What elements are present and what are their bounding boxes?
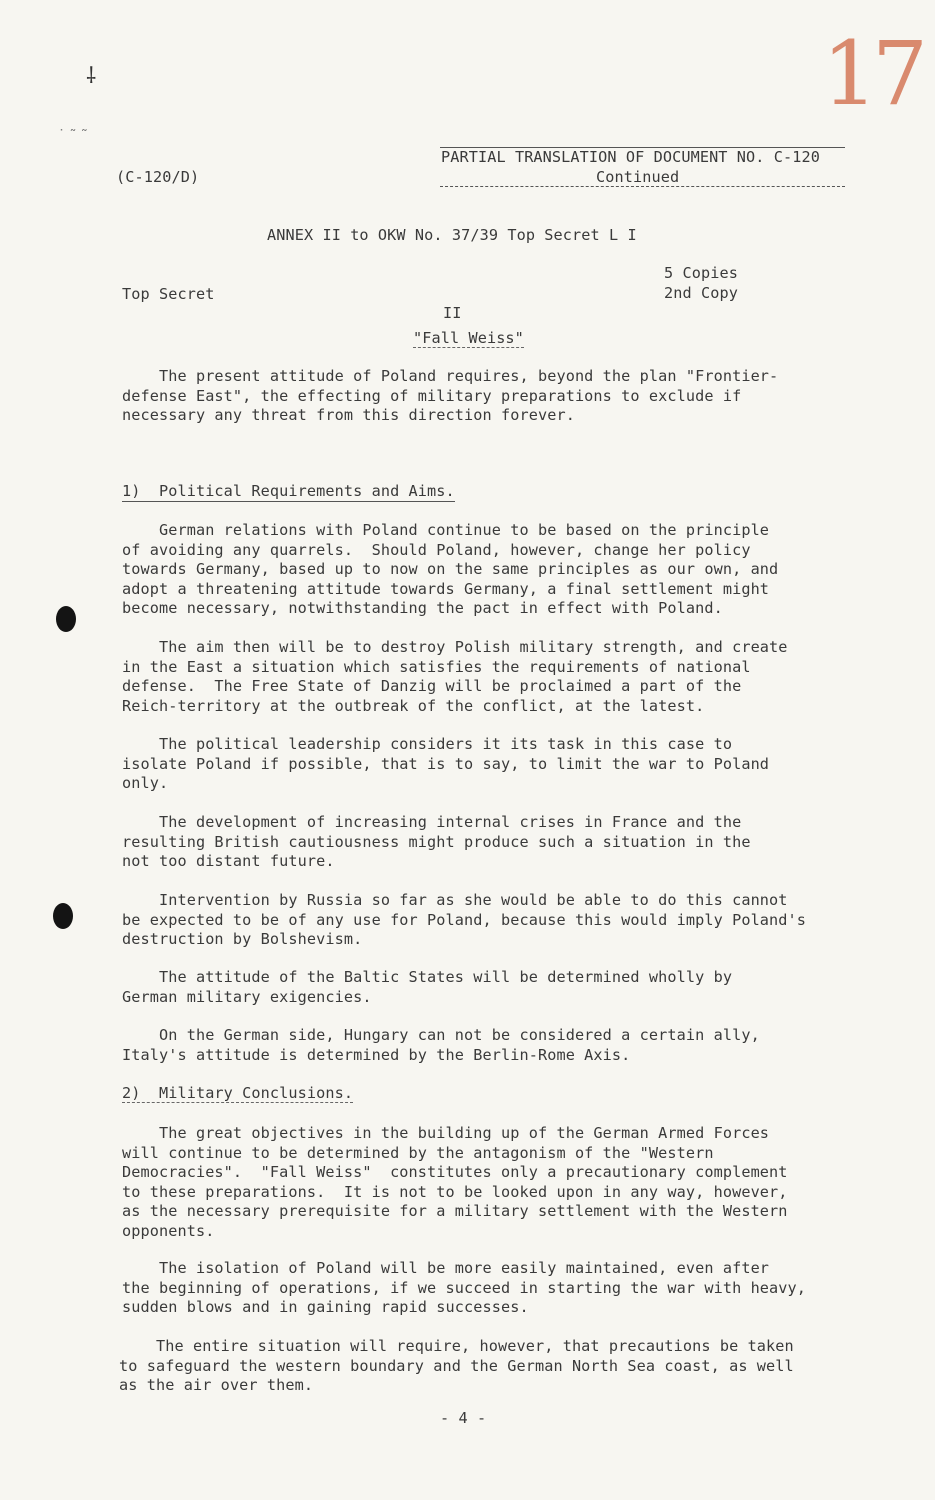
margin-mark-small: ˙ ˜ ˜ (58, 128, 88, 144)
paragraph-line: in the East a situation which satisfies the requirements of national (122, 657, 751, 676)
binder-hole-top (56, 606, 76, 632)
page-footer-number: - 4 - (440, 1409, 487, 1427)
header-continued: Continued (596, 168, 680, 186)
paragraph-line: isolate Poland if possible, that is to say, to limit the war to Poland (122, 754, 770, 773)
section2-paragraph (122, 1124, 842, 1241)
paragraph-line: Democracies". "Fall Weiss" constitutes only a precautionary complement (122, 1163, 788, 1181)
binder-hole-bottom (53, 903, 73, 929)
margin-mark-top: ⸸ (86, 64, 97, 89)
header-rule-bottom (440, 186, 845, 187)
paragraph-line: be expected to be of any use for Poland, because this would imply Poland's (122, 910, 807, 929)
intro-paragraph (122, 367, 842, 426)
copies-count: 5 Copies (664, 264, 738, 282)
paragraph-line: the beginning of operations, if we succeed in starting the war with heavy, (122, 1278, 807, 1297)
paragraph-line: The great objectives in the building up of the German Armed Forces (122, 1124, 770, 1142)
section1-paragraph (122, 521, 842, 619)
paragraph-line: The entire situation will require, however, that precautions be taken (119, 1337, 794, 1355)
copy-number: 2nd Copy (664, 284, 738, 302)
section1-heading: 1) Political Requirements and Aims. (122, 482, 455, 500)
paragraph-line: only. (122, 774, 169, 792)
paragraph-line: German military exigencies. (122, 987, 372, 1006)
intro-line: The present attitude of Poland requires, beyond the plan "Frontier- (122, 367, 779, 385)
header-title: PARTIAL TRANSLATION OF DOCUMENT NO. C-120 (441, 148, 820, 166)
section1-paragraph (122, 968, 842, 1007)
paragraph-line: adopt a threatening attitude towards Germany, a final settlement might (122, 579, 770, 598)
section2-paragraph (122, 1259, 842, 1318)
paragraph-line: as the necessary prerequisite for a military settlement with the Western (122, 1202, 788, 1220)
paragraph-line: sudden blows and in gaining rapid successes. (122, 1298, 529, 1316)
section1-paragraph (122, 891, 842, 950)
classification-label: Top Secret (122, 285, 215, 303)
paragraph-line: The isolation of Poland will be more easily maintained, even after (122, 1259, 770, 1277)
paragraph-line: The development of increasing internal crises in France and the (122, 813, 742, 831)
section-numeral: II (443, 304, 462, 322)
paragraph-line: will continue to be determined by the antagonism of the "Western (122, 1143, 714, 1162)
paragraph-line: The aim then will be to destroy Polish military strength, and create (122, 638, 788, 656)
operation-name: "Fall Weiss" (413, 329, 524, 347)
paragraph-line: become necessary, notwithstanding the pact in effect with Poland. (122, 599, 723, 617)
paragraph-line: The political leadership considers it its task in this case to (122, 735, 733, 753)
paragraph-line: defense. The Free State of Danzig will be proclaimed a part of the (122, 677, 742, 695)
section1-paragraph (122, 813, 842, 872)
paragraph-line: resulting British cautiousness might produce such a situation in the (122, 832, 751, 851)
paragraph-line: towards Germany, based up to now on the same principles as our own, and (122, 560, 779, 578)
paragraph-line: The attitude of the Baltic States will be determined wholly by (122, 968, 733, 986)
paragraph-line: opponents. (122, 1221, 215, 1240)
intro-line: defense East", the effecting of military preparations to exclude if (122, 386, 742, 405)
section1-paragraph (122, 638, 842, 716)
section2-paragraph (119, 1337, 839, 1396)
paragraph-line: of avoiding any quarrels. Should Poland, however, change her policy (122, 540, 751, 559)
paragraph-line: as the air over them. (119, 1376, 314, 1394)
paragraph-line: not too distant future. (122, 852, 335, 870)
section1-paragraph (122, 1026, 842, 1065)
intro-line: necessary any threat from this direction forever. (122, 406, 575, 424)
paragraph-line: destruction by Bolshevism. (122, 930, 363, 948)
paragraph-line: Intervention by Russia so far as she would be able to do this cannot (122, 891, 788, 909)
paragraph-line: to these preparations. It is not to be looked upon in any way, however, (122, 1182, 788, 1201)
section1-paragraph (122, 735, 842, 794)
section2-heading: 2) Military Conclusions. (122, 1084, 354, 1102)
paragraph-line: Italy's attitude is determined by the Berlin-Rome Axis. (122, 1045, 631, 1064)
handwritten-page-number: 17 (822, 22, 922, 125)
paragraph-line: On the German side, Hungary can not be considered a certain ally, (122, 1026, 760, 1044)
annex-line: ANNEX II to OKW No. 37/39 Top Secret L I (267, 226, 637, 244)
paragraph-line: Reich-territory at the outbreak of the conflict, at the latest. (122, 696, 705, 715)
document-reference: (C-120/D) (116, 168, 200, 186)
paragraph-line: to safeguard the western boundary and the German North Sea coast, as well (119, 1356, 794, 1375)
paragraph-line: German relations with Poland continue to be based on the principle (122, 521, 770, 539)
